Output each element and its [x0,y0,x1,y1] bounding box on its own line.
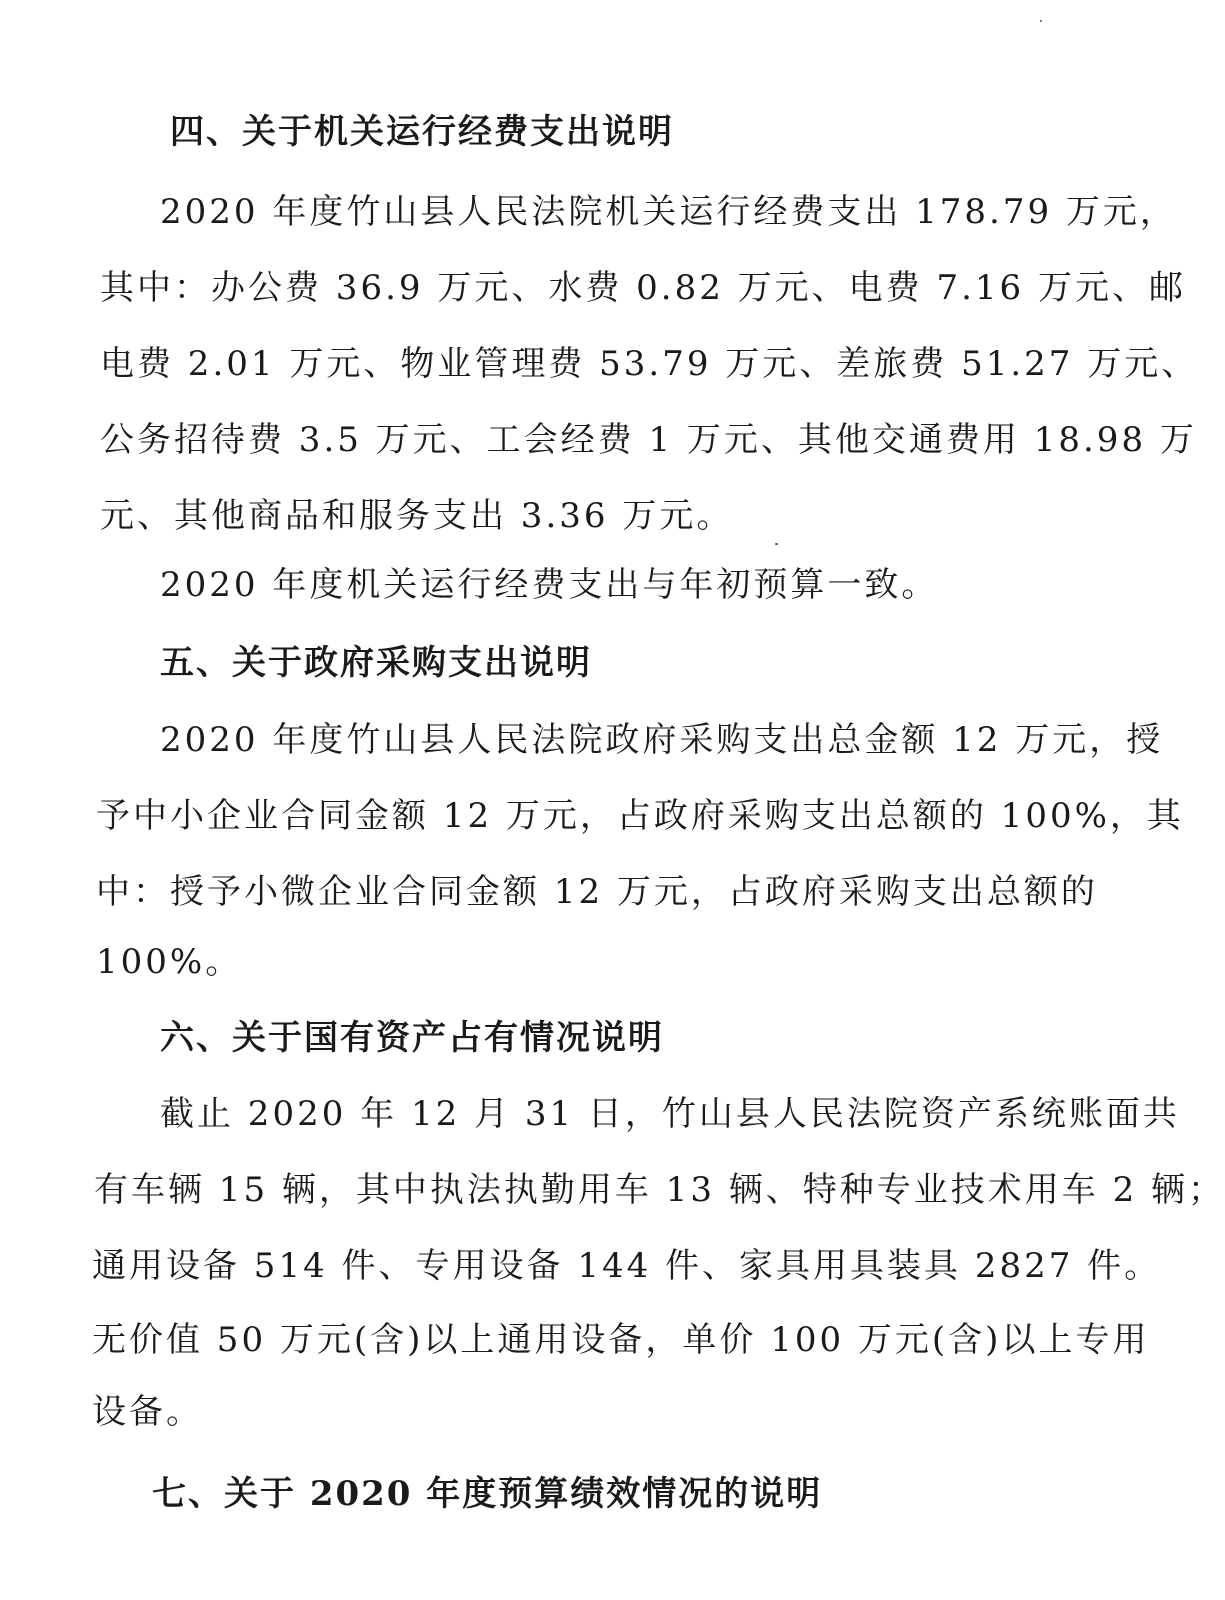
section-heading-6: 六、关于国有资产占有情况说明 [160,1018,664,1058]
section-heading-7: 七、关于 2020 年度预算绩效情况的说明 [152,1474,823,1514]
paragraph-line: 设备。 [92,1392,203,1432]
paragraph-line: 2020 年度机关运行经费支出与年初预算一致。 [160,565,939,605]
section-heading-4: 四、关于机关运行经费支出说明 [170,112,674,152]
paragraph-line: 2020 年度竹山县人民法院机关运行经费支出 178.79 万元， [160,192,1177,232]
paragraph-line: 有车辆 15 辆，其中执法执勤用车 13 辆、特种专业技术用车 2 辆； [94,1170,1225,1210]
paragraph-line: 公务招待费 3.5 万元、工会经费 1 万元、其他交通费用 18.98 万 [100,420,1197,460]
section-heading-5: 五、关于政府采购支出说明 [160,643,592,683]
paragraph-line: 予中小企业合同金额 12 万元，占政府采购支出总额的 100%，其 [96,796,1184,836]
paragraph-line: 2020 年度竹山县人民法院政府采购支出总金额 12 万元，授 [160,720,1164,760]
paragraph-line: 其中：办公费 36.9 万元、水费 0.82 万元、电费 7.16 万元、邮 [100,268,1186,308]
scan-speck [775,543,778,545]
scan-speck [1040,20,1042,22]
paragraph-line: 电费 2.01 万元、物业管理费 53.79 万元、差旅费 51.27 万元、 [100,344,1199,384]
paragraph-line: 100%。 [96,942,243,982]
paragraph-line: 中：授予小微企业合同金额 12 万元，占政府采购支出总额的 [96,872,1098,912]
paragraph-line: 无价值 50 万元(含)以上通用设备，单价 100 万元(含)以上专用 [92,1320,1150,1360]
paragraph-line: 通用设备 514 件、专用设备 144 件、家具用具装具 2827 件。 [92,1246,1162,1286]
paragraph-line: 截止 2020 年 12 月 31 日，竹山县人民法院资产系统账面共 [160,1094,1180,1134]
paragraph-line: 元、其他商品和服务支出 3.36 万元。 [100,496,734,536]
